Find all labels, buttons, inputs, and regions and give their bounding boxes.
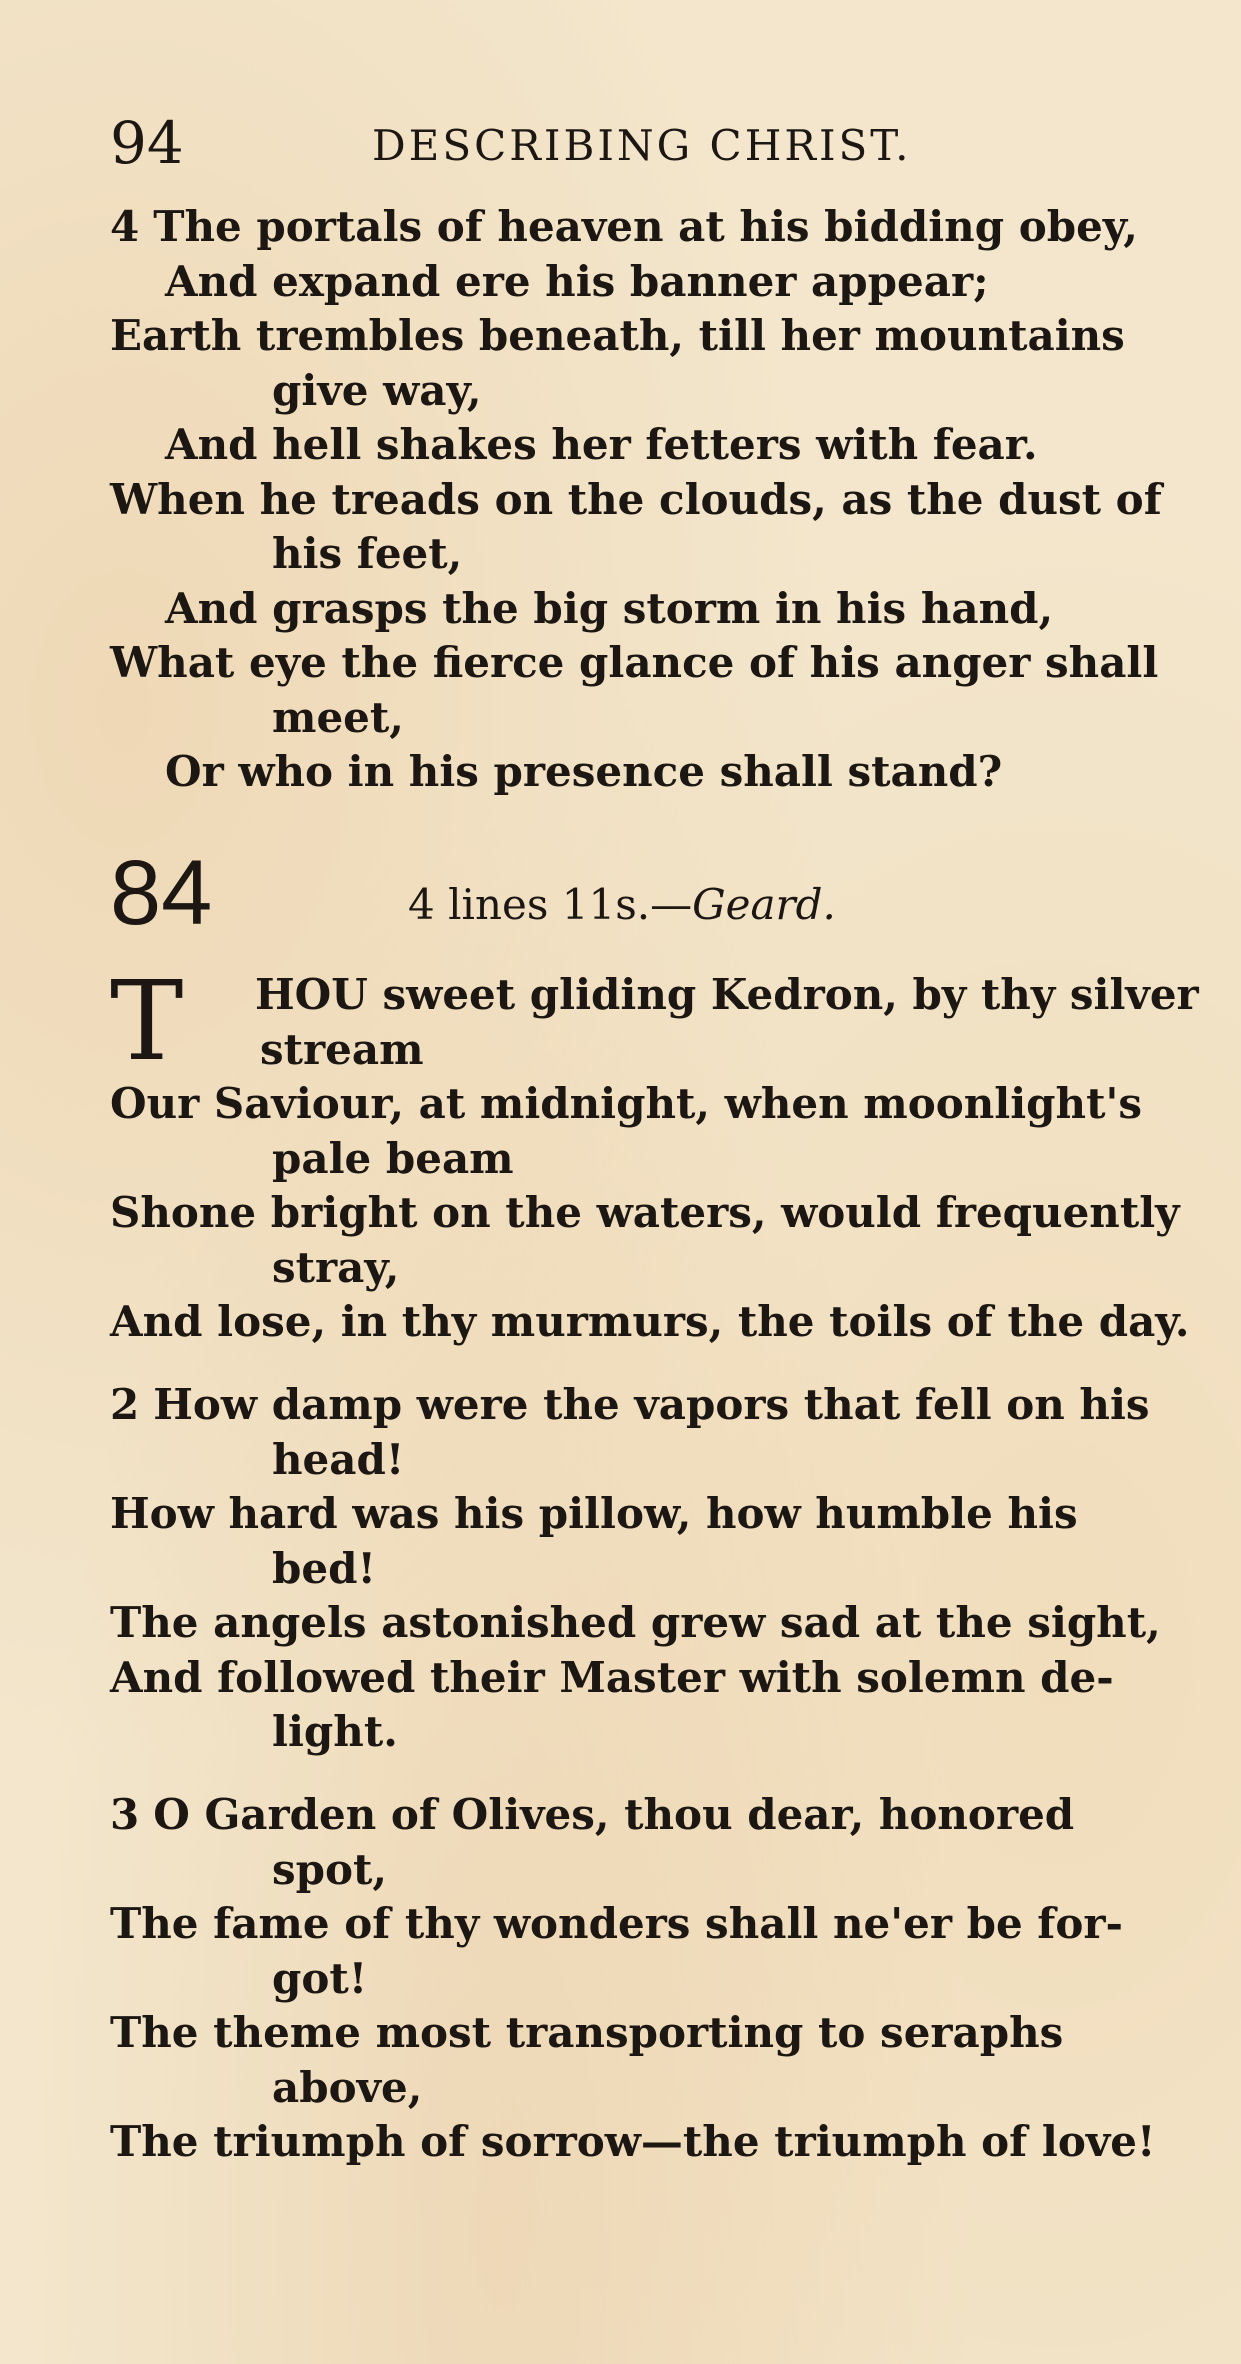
verse-line: bed! [272, 1543, 376, 1593]
hymn-meter: 4 lines 11s.—Geard. [408, 880, 836, 929]
page-number: 94 [110, 109, 184, 177]
verse-line: And expand ere his banner appear; [165, 256, 989, 306]
verse-line: got! [272, 1953, 368, 2003]
verse-line: And lose, in thy murmurs, the toils of the day. [110, 1297, 1190, 1346]
verse-line: 3 O Garden of Olives, thou dear, honored [110, 1790, 1075, 1839]
verse-line: head! [272, 1434, 405, 1484]
verse-line: How hard was his pillow, how humble his [110, 1489, 1078, 1538]
verse-line: stray, [272, 1242, 400, 1292]
verse-line: The angels astonished grew sad at the sight, [110, 1598, 1161, 1647]
verse-number: 3 [110, 1790, 140, 1839]
verse-line: stream [260, 1024, 424, 1074]
verse-line: meet, [272, 692, 404, 742]
running-title: DESCRIBING CHRIST. [372, 121, 912, 170]
hymn-heading [110, 838, 1170, 958]
verse-line: The triumph of sorrow—the triumph of love! [110, 2117, 1156, 2166]
verse-line: And grasps the big storm in his hand, [165, 583, 1054, 633]
verse-line: 2 How damp were the vapors that fell on his [110, 1380, 1150, 1429]
running-head [110, 108, 1160, 178]
verse-line: Or who in his presence shall stand? [165, 747, 1003, 796]
verse-line: 4 The portals of heaven at his bidding obey, [110, 202, 1138, 251]
verse-line: Shone bright on the waters, would frequently [110, 1188, 1180, 1237]
verse-line: light. [272, 1707, 398, 1756]
verse-line: And followed their Master with solemn de- [110, 1652, 1114, 1702]
verse-line: What eye the fierce glance of his anger shall [110, 638, 1159, 687]
verse-line: his feet, [272, 529, 463, 578]
hymn-author: Geard. [692, 880, 836, 929]
verse-line: above, [272, 2062, 423, 2112]
verse-3 [110, 1788, 1170, 2170]
verse-line: spot, [272, 1844, 388, 1894]
verse-line: pale beam [272, 1133, 514, 1183]
verse-line: Our Saviour, at midnight, when moonlight's [110, 1079, 1142, 1128]
verse-number: 4 [110, 202, 140, 251]
verse-line: And hell shakes her fetters with fear. [165, 420, 1038, 469]
verse-line: The theme most transporting to seraphs [110, 2008, 1064, 2057]
verse-1 [110, 957, 1199, 1350]
drop-cap: T [110, 957, 184, 1085]
verse-2 [110, 1378, 1170, 1760]
verse-number: 2 [110, 1380, 140, 1429]
verse-line: The fame of thy wonders shall ne'er be for- [110, 1899, 1123, 1948]
verse-line: When he treads on the clouds, as the dust of [110, 474, 1162, 524]
verse-line: give way, [272, 365, 482, 415]
continued-verse [110, 200, 1170, 800]
hymn-number: 84 [110, 842, 213, 944]
verse-line: Earth trembles beneath, till her mountains [110, 311, 1125, 360]
verse-line: T HOU sweet gliding Kedron, by thy silver [110, 957, 1199, 1085]
